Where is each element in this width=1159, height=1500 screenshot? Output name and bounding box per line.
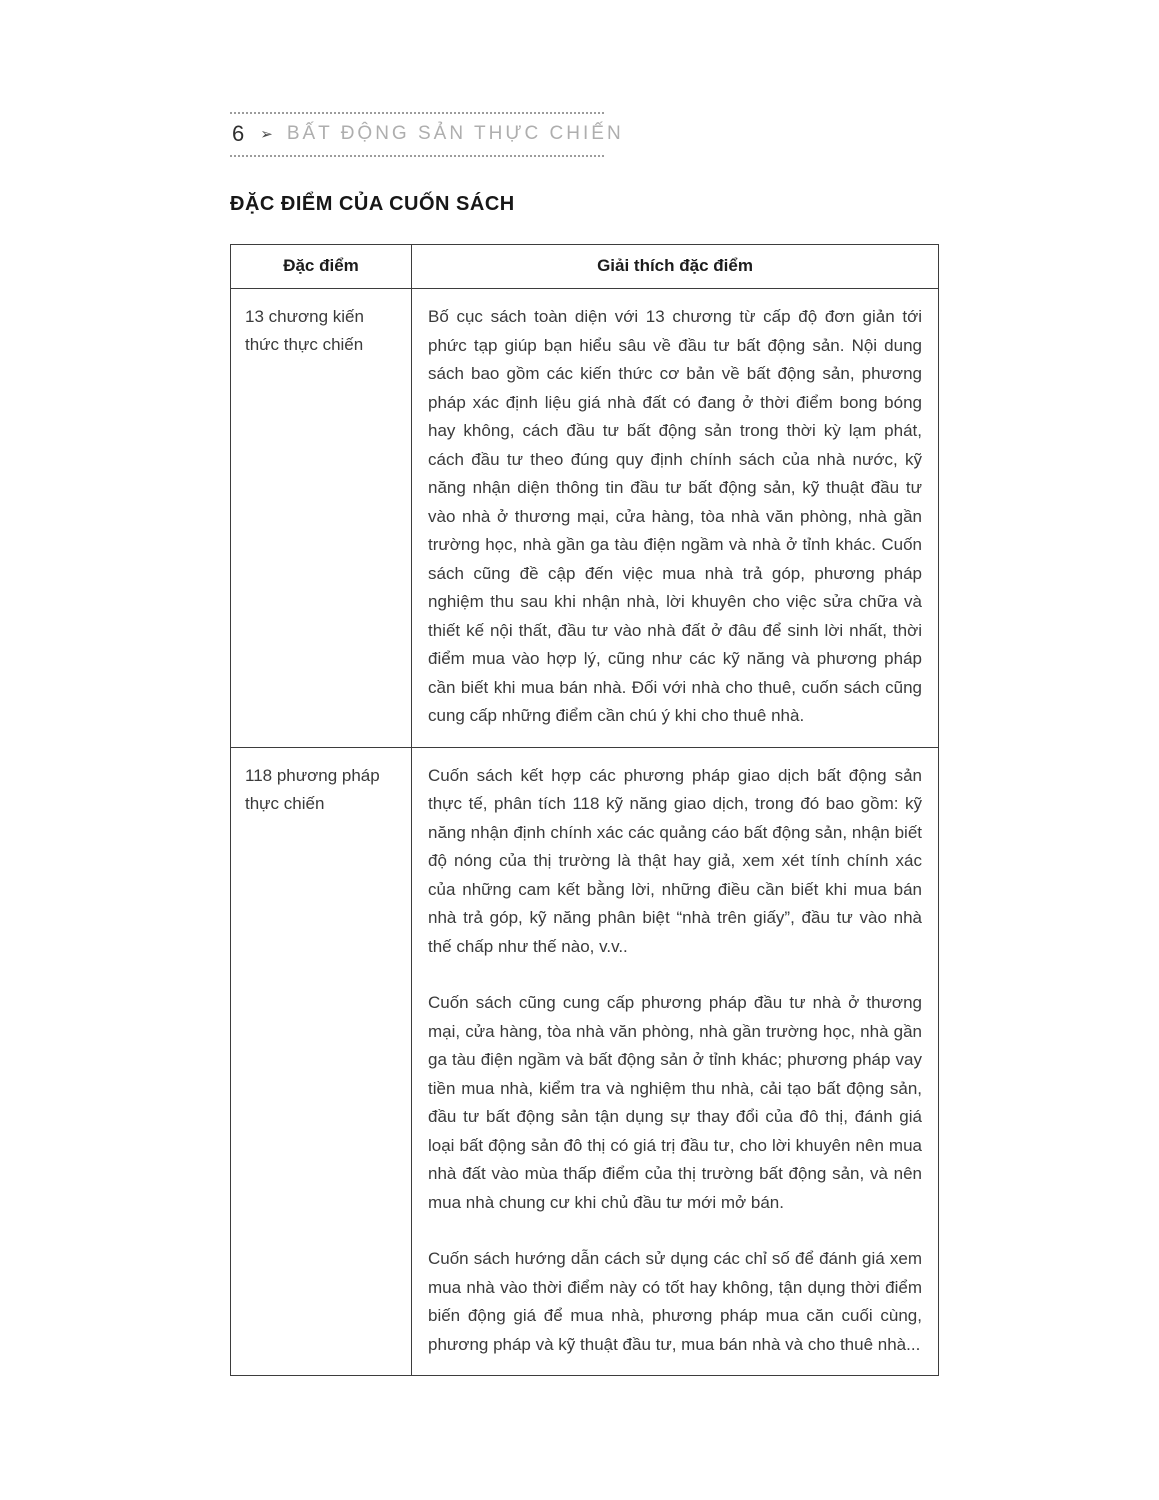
section-title: ĐẶC ĐIỂM CỦA CUỐN SÁCH	[230, 193, 515, 215]
page-content	[230, 112, 939, 1376]
explanation-cell	[412, 747, 939, 1376]
feature-cell: 118 phương pháp thực chiến	[231, 747, 412, 1376]
column-header-explanation: Giải thích đặc điểm	[412, 245, 939, 289]
table-header-row	[231, 245, 939, 289]
running-head	[230, 112, 624, 157]
explanation-cell	[412, 289, 939, 748]
column-header-feature: Đặc điểm	[231, 245, 412, 289]
running-head-title: BẤT ĐỘNG SẢN THỰC CHIẾN	[286, 123, 624, 144]
explanation-paragraph: Cuốn sách hướng dẫn cách sử dụng các chỉ số để đánh giá xem mua nhà vào thời điểm này có tốt hay không, tận dụng thời điểm biến động giá để mua nhà, phương pháp mua căn cuối cùng, phương pháp và kỹ thuật đầu tư, mua bán nhà và cho thuê nhà...	[428, 1249, 922, 1354]
page-number: 6	[232, 121, 245, 146]
feature-cell: 13 chương kiến thức thực chiến	[231, 289, 412, 748]
table-row	[231, 747, 939, 1376]
table-row	[231, 289, 939, 748]
features-table	[230, 244, 939, 1376]
explanation-paragraph: Cuốn sách cũng cung cấp phương pháp đầu tư nhà ở thương mại, cửa hàng, tòa nhà văn phòng, nhà gần trường học, nhà gần ga tàu điện ngầm và bất động sản ở tỉnh khác; phương pháp vay tiền mua nhà, kiểm tra và nghiệm thu nhà, cải tạo bất động sản, đầu tư bất động sản tận dụng sự thay đổi của đô thị, đánh giá loại bất động sản đô thị có giá trị đầu tư, cho lời khuyên nên mua nhà đất vào mùa thấp điểm của thị trường bất động sản, và nên mua nhà chung cư khi chủ đầu tư mới mở bán.	[428, 993, 922, 1212]
explanation-paragraph: Bố cục sách toàn diện với 13 chương từ cấp độ đơn giản tới phức tạp giúp bạn hiểu sâu về đầu tư bất động sản. Nội dung sách bao gồm các kiến thức cơ bản về bất động sản, phương pháp xác định liệu giá nhà đất có đang ở thời điểm bong bóng hay không, cách đầu tư bất động sản trong thời kỳ lạm phát, cách đầu tư theo đúng quy định chính sách của nhà nước, kỹ năng nhận diện thông tin đầu tư bất động sản, kỹ thuật đầu tư vào nhà ở thương mại, cửa hàng, tòa nhà văn phòng, nhà gần trường học, nhà gần ga tàu điện ngầm và nhà ở tỉnh khác. Cuốn sách cũng đề cập đến việc mua nhà trả góp, phương pháp nghiệm thu sau khi nhận nhà, lời khuyên cho việc sửa chữa và thiết kế nội thất, đầu tư vào nhà đất ở đâu để sinh lời nhất, thời điểm mua vào hợp lý, cũng như các kỹ năng và phương pháp cần biết khi mua bán nhà. Đối với nhà cho thuê, cuốn sách cũng cung cấp những điểm cần chú ý khi cho thuê nhà.	[428, 307, 922, 725]
explanation-paragraph: Cuốn sách kết hợp các phương pháp giao dịch bất động sản thực tế, phân tích 118 kỹ năng giao dịch, trong đó bao gồm: kỹ năng nhận định chính xác các quảng cáo bất động sản, nhận biết độ nóng của thị trường là thật hay giả, xem xét tính chính xác của những cam kết bằng lời, những điều cần biết khi mua bán nhà trả góp, kỹ năng phân biệt “nhà trên giấy”, đầu tư vào nhà thế chấp như thế nào, v.v..	[428, 765, 922, 956]
arrow-right-icon: ➢	[260, 125, 273, 143]
